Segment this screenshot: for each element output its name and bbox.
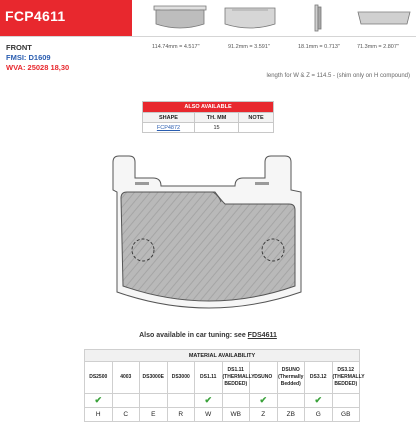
col-thickness: TH. MM xyxy=(194,113,238,123)
also-available-table xyxy=(142,101,274,133)
alt-note xyxy=(239,123,274,133)
empty-cell xyxy=(140,394,168,408)
compound-code: H xyxy=(85,408,113,422)
check-icon xyxy=(250,394,278,408)
alt-shape-link[interactable]: FCP4872 xyxy=(156,124,181,131)
grade-name: 4003 xyxy=(112,362,140,394)
pad-thumbnail-side xyxy=(307,2,327,34)
grade-name: DS3000E xyxy=(140,362,168,394)
col-note: NOTE xyxy=(239,113,274,123)
check-icon xyxy=(85,394,113,408)
check-icon: ✔ xyxy=(204,395,213,405)
brake-pad-drawing xyxy=(105,152,315,324)
compound-code: Z xyxy=(250,408,278,422)
material-availability-table xyxy=(84,349,365,422)
empty-cell xyxy=(112,394,140,408)
grade-name: DS2500 xyxy=(85,362,113,394)
empty-cell xyxy=(167,394,195,408)
pad-thumbnail-back xyxy=(220,2,280,32)
fmsi-label: FMSI: D1609 xyxy=(6,53,51,62)
header-bar xyxy=(0,0,416,36)
product-code: FCP4611 xyxy=(5,8,66,24)
friction-material xyxy=(121,192,295,301)
check-icon: ✔ xyxy=(94,395,103,405)
compound-code: ZB xyxy=(277,408,305,422)
wva-label: WVA: 25028 18,30 xyxy=(6,63,70,72)
also-available-title: ALSO AVAILABLE xyxy=(143,102,274,113)
alt-thickness: 15 xyxy=(194,123,238,133)
dimension-width: 114.74mm = 4.517" xyxy=(152,44,200,50)
dimension-depth: 71.3mm = 2.807" xyxy=(357,44,399,50)
check-icon: ✔ xyxy=(259,395,268,405)
grade-name: DS1.11 (THERMALLY BEDDED) xyxy=(222,362,250,394)
pad-thumbnail-top xyxy=(355,2,413,32)
material-title: MATERIAL AVAILABILITY xyxy=(85,350,360,362)
grade-name: DS3000 xyxy=(167,362,195,394)
grade-name: DS3.12 (THERMALLY BEDDED) xyxy=(332,362,360,394)
compound-code: G xyxy=(305,408,333,422)
compound-code: W xyxy=(195,408,223,422)
pad-thumbnail-front xyxy=(150,2,210,32)
compound-code: E xyxy=(140,408,168,422)
check-icon: ✔ xyxy=(314,395,323,405)
tuning-note xyxy=(0,332,416,339)
dimension-thickness: 18.1mm = 0.713" xyxy=(298,44,340,50)
col-shape: SHAPE xyxy=(143,113,195,123)
compound-code: GB xyxy=(332,408,360,422)
length-note: length for W & Z = 114.5 - (shim only on H compound) xyxy=(266,73,410,79)
grade-name: DS1.11 xyxy=(195,362,223,394)
compound-code: WB xyxy=(222,408,250,422)
check-icon xyxy=(195,394,223,408)
tuning-link[interactable]: FDS4611 xyxy=(247,332,277,339)
tuning-text: Also available in car tuning: see xyxy=(139,332,246,339)
dimension-height: 91.2mm = 3.591" xyxy=(228,44,270,50)
availability-row xyxy=(85,394,360,408)
grade-name: DSUNO xyxy=(250,362,278,394)
compound-code: C xyxy=(112,408,140,422)
grade-row xyxy=(85,362,360,394)
position-label: FRONT xyxy=(6,43,32,52)
empty-cell xyxy=(277,394,305,408)
grade-name: DS3.12 xyxy=(305,362,333,394)
check-icon xyxy=(305,394,333,408)
grade-name: DSUNO (Thermally Bedded) xyxy=(277,362,305,394)
empty-cell xyxy=(332,394,360,408)
product-code-box xyxy=(0,0,132,36)
compound-code: R xyxy=(167,408,195,422)
empty-cell xyxy=(222,394,250,408)
table-row xyxy=(143,123,274,133)
code-row xyxy=(85,408,360,422)
